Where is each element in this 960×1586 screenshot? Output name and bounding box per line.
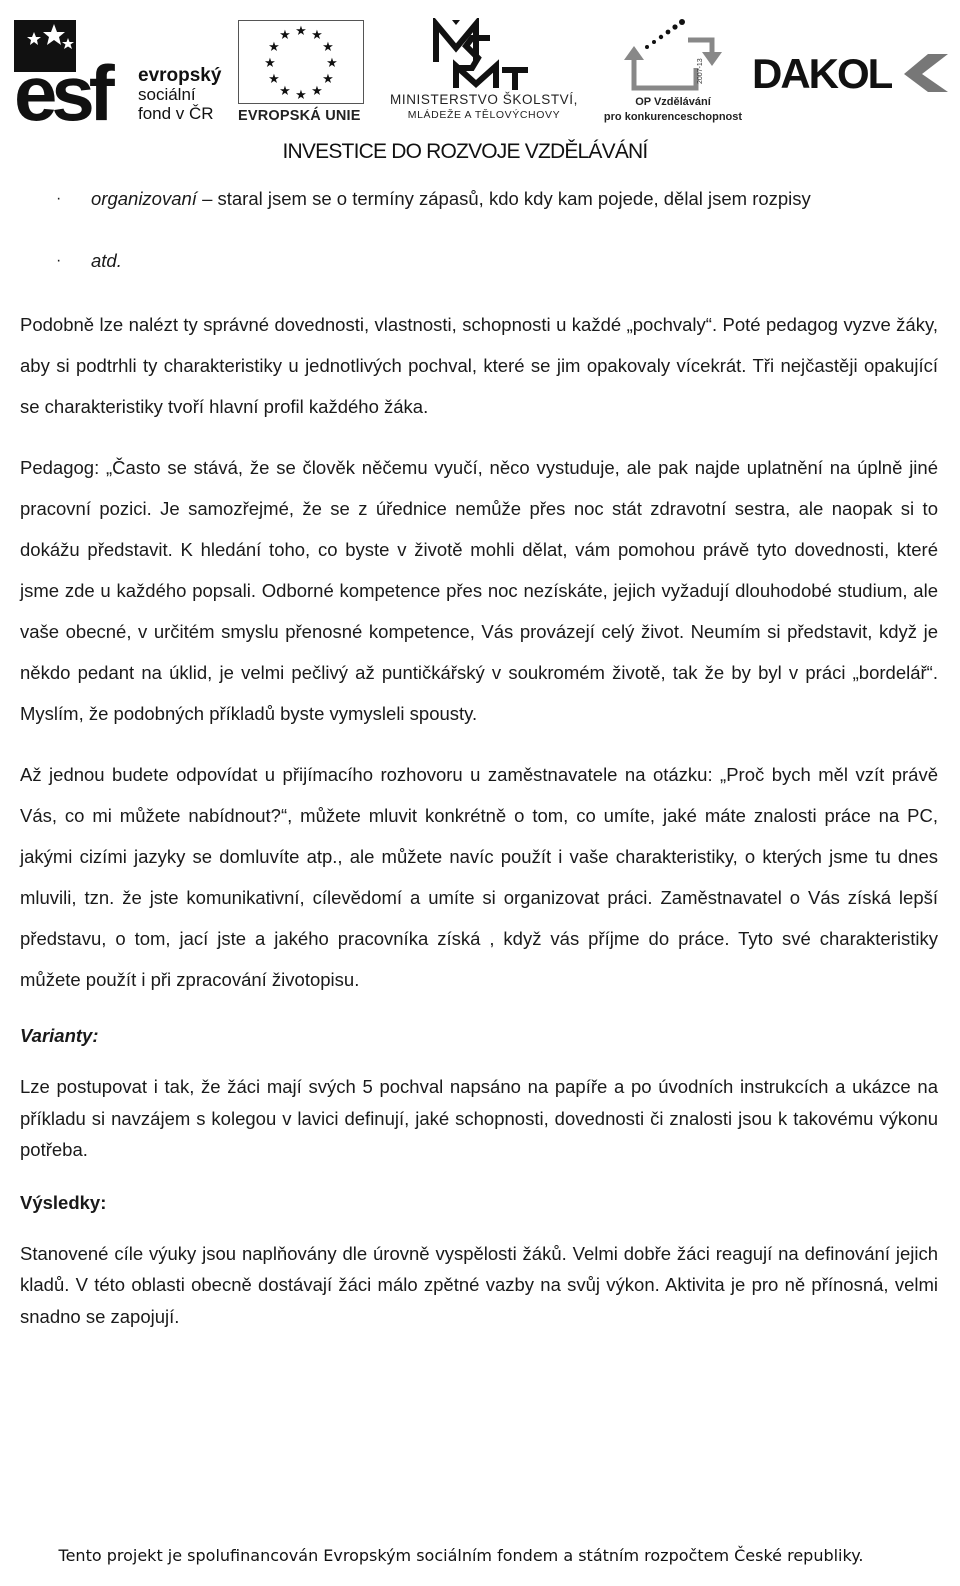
eu-logo (238, 20, 368, 130)
svg-text:★: ★ (322, 39, 334, 54)
esf-logo (14, 20, 234, 130)
varianty-heading: Varianty: (20, 1025, 99, 1046)
svg-text:★: ★ (268, 71, 280, 86)
bullet-text: – staral jsem se o termíny zápasů, kdo kdy kam pojede, dělal jsem rozpisy (196, 188, 811, 209)
esf-text (138, 66, 221, 123)
esf-line2: sociální (138, 85, 196, 104)
paragraph-pedagog: Pedagog: „Často se stává, že se člověk něčemu vyučí, něco vystuduje, ale pak najde uplatnění na úplně jiné pracovní pozici. Je samozřejmé, že se z úřednice nemůže přes noc stát zdravotní sestra, ale naopak si to dokážu představit. K hledání toho, co byste v životě mohli dělat, vám pomohou právě tyto dovednosti, které jsme zde u každého popsali. Odborné kompetence přes noc nezískáte, jejich vyžadují dlouhodobé studium, ale vaše obecné, v určitém smyslu přenosné kompetence, Vás provázejí celý život. Neumím si představit, když je někdo pedant na úklid, je velmi pečlivý až puntičkářský v soukromém životě, tak že by byl v práci „bordelář“. Myslím, že podobných příkladů byste vymysleli spousty. (20, 457, 938, 724)
eu-flag-frame (238, 20, 364, 104)
paragraph-pochvaly: Podobně lze nalézt ty správné dovednosti, vlastnosti, schopnosti u každé „pochvaly“. Poté pedagog vyzve žáky, aby si podtrhli ty charakteristiky u jednotlivých pochval, které se jim opakovaly vícekrát. Tři nejčastěji opakující se charakteristiky tvoří hlavní profil každého žáka. (20, 314, 938, 417)
svg-text:★: ★ (268, 39, 280, 54)
msmt-mark-icon (378, 18, 590, 92)
bullet-term: atd. (91, 250, 122, 271)
op-line1: OP Vzdělávání (635, 96, 711, 108)
svg-text:DAKOL: DAKOL (752, 50, 892, 97)
svg-text:★: ★ (264, 55, 276, 70)
op-line2: pro konkurenceschopnost (603, 111, 743, 123)
bullet-marker: · (56, 190, 62, 207)
svg-text:★: ★ (279, 27, 291, 42)
dakol-mark-icon (752, 48, 950, 98)
op-mark-icon (598, 18, 748, 96)
msmt-line2: MLÁDEŽE A TĚLOVÝCHOVY (407, 109, 561, 121)
svg-text:★: ★ (295, 87, 307, 102)
esf-mark-icon (14, 20, 132, 124)
eu-stars-icon (239, 21, 363, 103)
header-logos (0, 0, 960, 163)
svg-text:★: ★ (322, 71, 334, 86)
vysledky-heading: Výsledky: (20, 1191, 107, 1213)
document-body (20, 180, 938, 1332)
page-footer: Tento projekt je spolufinancován Evropským sociálním fondem a státním rozpočtem České republiky. (58, 1546, 864, 1565)
svg-text:★: ★ (311, 27, 323, 42)
paragraph-rozhovor: Až jednou budete odpovídat u přijímacího rozhovoru u zaměstnavatele na otázku: „Proč bych měl vzít právě Vás, co mi můžete nabídnout?“, můžete mluvit konkrétně o tom, co umíte, jaké máte znalosti práce na PC, jakými cizími jazyky se domluvíte atp., ale můžete navíc použít i vaše charakteristiky, o kterých jsme tu dnes mluvili, tzn. že jste komunikativní, cílevědomí a umíte si organizovat práci. Zaměstnavatel o Vás získá lepší představu, o tom, jací jste a jakého pracovníka získá , když vás příjme do práce. Tyto své charakteristiky můžete použít i při zpracování životopisu. (20, 764, 938, 990)
eu-label: EVROPSKÁ UNIE (238, 108, 361, 124)
op-logo (598, 18, 748, 130)
svg-text:2007-13: 2007-13 (697, 58, 704, 84)
list-item (20, 180, 938, 242)
investice-banner: INVESTICE DO ROZVOJE VZDĚLÁVÁNÍ (282, 140, 648, 163)
msmt-line1: MINISTERSTVO ŠKOLSTVÍ, (390, 92, 578, 107)
dakol-logo (752, 48, 950, 98)
esf-line3: fond v ČR (138, 104, 214, 123)
svg-text:esf: esf (14, 49, 109, 124)
svg-text:★: ★ (279, 83, 291, 98)
bullet-term: organizovaní (91, 188, 197, 209)
svg-text:★: ★ (295, 23, 307, 38)
esf-line1: evropský (138, 65, 222, 86)
vysledky-paragraph: Stanovené cíle výuky jsou naplňovány dle úrovně vyspělosti žáků. Velmi dobře žáci reagují na definování jejich kladů. V této oblasti obecně dostávají žáci málo zpětné vazby na svůj výkon. Aktivita je pro ně přínosná, velmi snadno se zapojují. (20, 1242, 938, 1327)
svg-text:★: ★ (326, 55, 338, 70)
svg-text:★: ★ (311, 83, 323, 98)
bullet-marker: · (56, 252, 62, 269)
msmt-logo (378, 18, 590, 128)
list-item (20, 242, 938, 304)
varianty-paragraph: Lze postupovat i tak, že žáci mají svých 5 pochval napsáno na papíře a po úvodních instrukcích a ukázce na příkladu si navzájem s kolegou v lavici definují, jaké schopnosti, dovednosti či znalosti jsou k takovému výkonu potřeba. (20, 1076, 938, 1160)
